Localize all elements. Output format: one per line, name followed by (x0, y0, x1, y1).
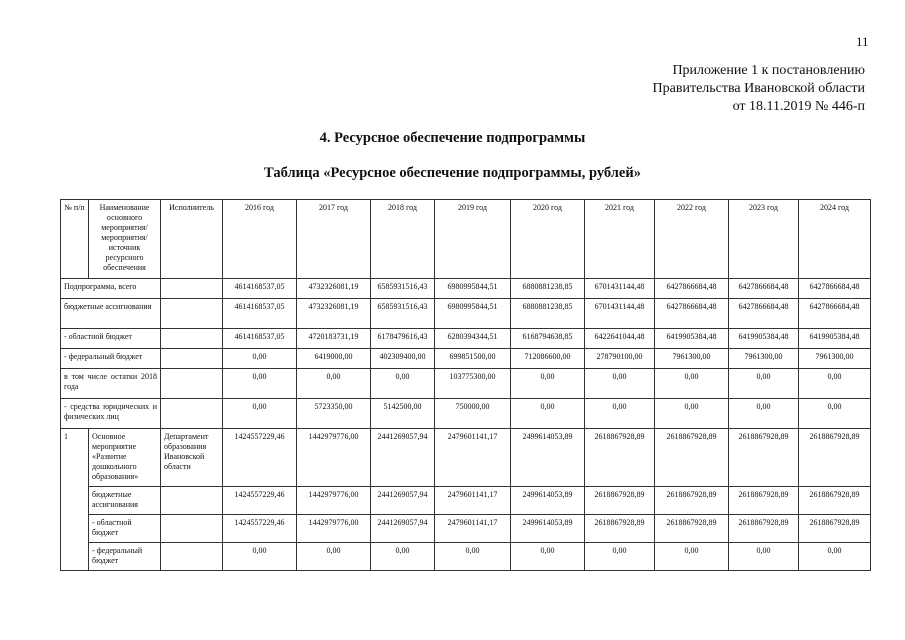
value-cell: 5142500,00 (371, 399, 435, 429)
event-name: Основное мероприятие «Развитие дошкольного образования» (89, 429, 161, 487)
row-label: бюджетные ассигнования (61, 299, 161, 329)
event-row (61, 429, 871, 487)
value-cell: 1424557229,46 (223, 487, 297, 515)
annex-block (653, 62, 865, 116)
value-cell: 2618867928,89 (729, 429, 799, 487)
value-cell: 2479601141,17 (435, 429, 511, 487)
value-cell: 0,00 (799, 543, 871, 571)
value-cell: 2618867928,89 (729, 515, 799, 543)
value-cell: 6280394344,51 (435, 329, 511, 349)
executor-cell (161, 399, 223, 429)
value-cell: 2441269057,94 (371, 515, 435, 543)
value-cell: 0,00 (729, 543, 799, 571)
value-cell: 6980995844,51 (435, 299, 511, 329)
executor-cell (161, 515, 223, 543)
value-cell: 0,00 (435, 543, 511, 571)
executor-cell (161, 299, 223, 329)
value-cell: 0,00 (223, 543, 297, 571)
value-cell: 0,00 (799, 399, 871, 429)
value-cell: 0,00 (297, 369, 371, 399)
table-header-cell: 2021 год (585, 200, 655, 279)
value-cell: 0,00 (223, 349, 297, 369)
value-cell: 7961300,00 (799, 349, 871, 369)
value-cell: 2618867928,89 (729, 487, 799, 515)
value-cell: 0,00 (371, 369, 435, 399)
row-label: - средства юридических и физических лиц (61, 399, 161, 429)
value-cell: 6419905384,48 (729, 329, 799, 349)
table-header-cell: Исполнитель (161, 200, 223, 279)
event-subrow (61, 487, 871, 515)
table-header-cell: Наименование основного мероприятия/ мероприятия/ источник ресурсного обеспечения (89, 200, 161, 279)
table-row (61, 299, 871, 329)
value-cell: 2441269057,94 (371, 487, 435, 515)
table-row (61, 369, 871, 399)
row-label: - федеральный бюджет (89, 543, 161, 571)
value-cell: 0,00 (655, 543, 729, 571)
value-cell: 6701431144,48 (585, 299, 655, 329)
annex-line-3: от 18.11.2019 № 446-п (732, 99, 865, 114)
value-cell: 6980995844,51 (435, 279, 511, 299)
value-cell: 5723350,00 (297, 399, 371, 429)
table-row (61, 349, 871, 369)
value-cell: 2499614053,89 (511, 515, 585, 543)
value-cell: 6880881238,85 (511, 299, 585, 329)
table-row (61, 279, 871, 299)
value-cell: 6427866684,48 (729, 299, 799, 329)
value-cell: 0,00 (223, 399, 297, 429)
annex-line-2: Правительства Ивановской области (652, 81, 865, 96)
value-cell: 6427866684,48 (799, 299, 871, 329)
table-header-cell: 2019 год (435, 200, 511, 279)
value-cell: 0,00 (655, 399, 729, 429)
event-number: 1 (61, 429, 89, 571)
event-subrow (61, 515, 871, 543)
row-label: - областной бюджет (89, 515, 161, 543)
table-header-row (61, 200, 871, 279)
table-header-cell: № п/п (61, 200, 89, 279)
executor-cell (161, 279, 223, 299)
value-cell: 4614168537,05 (223, 279, 297, 299)
value-cell: 0,00 (655, 369, 729, 399)
executor-cell (161, 487, 223, 515)
value-cell: 699851500,00 (435, 349, 511, 369)
value-cell: 4614168537,05 (223, 299, 297, 329)
value-cell: 2441269057,94 (371, 429, 435, 487)
value-cell: 0,00 (585, 399, 655, 429)
value-cell: 6168794638,85 (511, 329, 585, 349)
page-number: 11 (856, 34, 869, 49)
value-cell: 6585931516,43 (371, 299, 435, 329)
event-executor: Департамент образования Ивановской области (161, 429, 223, 487)
table-body (61, 279, 871, 571)
value-cell: 0,00 (585, 369, 655, 399)
value-cell: 1424557229,46 (223, 515, 297, 543)
executor-cell (161, 369, 223, 399)
value-cell: 2499614053,89 (511, 429, 585, 487)
value-cell: 6419000,00 (297, 349, 371, 369)
value-cell: 2499614053,89 (511, 487, 585, 515)
section-title: 4. Ресурсное обеспечение подпрограммы (319, 130, 586, 146)
value-cell: 2618867928,89 (655, 429, 729, 487)
value-cell: 2479601141,17 (435, 515, 511, 543)
value-cell: 0,00 (585, 543, 655, 571)
value-cell: 103775300,00 (435, 369, 511, 399)
value-cell: 2479601141,17 (435, 487, 511, 515)
value-cell: 7961300,00 (655, 349, 729, 369)
value-cell: 6585931516,43 (371, 279, 435, 299)
value-cell: 2618867928,89 (655, 487, 729, 515)
value-cell: 0,00 (729, 399, 799, 429)
value-cell: 4732326081,19 (297, 279, 371, 299)
value-cell: 0,00 (799, 369, 871, 399)
value-cell: 6427866684,48 (655, 279, 729, 299)
value-cell: 1442979776,00 (297, 429, 371, 487)
value-cell: 0,00 (511, 369, 585, 399)
value-cell: 0,00 (371, 543, 435, 571)
value-cell: 6701431144,48 (585, 279, 655, 299)
value-cell: 2618867928,89 (799, 429, 871, 487)
value-cell: 0,00 (297, 543, 371, 571)
row-label: - федеральный бюджет (61, 349, 161, 369)
value-cell: 750000,00 (435, 399, 511, 429)
value-cell: 6178479616,43 (371, 329, 435, 349)
value-cell: 1442979776,00 (297, 487, 371, 515)
value-cell: 1424557229,46 (223, 429, 297, 487)
resource-table (60, 199, 871, 571)
value-cell: 6419905384,48 (799, 329, 871, 349)
value-cell: 0,00 (729, 369, 799, 399)
value-cell: 2618867928,89 (585, 487, 655, 515)
value-cell: 6419905384,48 (655, 329, 729, 349)
value-cell: 6422641044,48 (585, 329, 655, 349)
value-cell: 0,00 (511, 543, 585, 571)
table-header-cell: 2024 год (799, 200, 871, 279)
value-cell: 2618867928,89 (585, 515, 655, 543)
value-cell: 402309400,00 (371, 349, 435, 369)
row-label: Подпрограмма, всего (61, 279, 161, 299)
value-cell: 6427866684,48 (729, 279, 799, 299)
row-label: в том числе остатки 2018 года (61, 369, 161, 399)
executor-cell (161, 543, 223, 571)
value-cell: 2618867928,89 (799, 487, 871, 515)
executor-cell (161, 329, 223, 349)
table-header-cell: 2018 год (371, 200, 435, 279)
annex-line-1: Приложение 1 к постановлению (672, 63, 865, 78)
row-label: - областной бюджет (61, 329, 161, 349)
table-row (61, 329, 871, 349)
value-cell: 4614168537,05 (223, 329, 297, 349)
value-cell: 7961300,00 (729, 349, 799, 369)
row-label: бюджетные ассигнования (89, 487, 161, 515)
event-subrow (61, 543, 871, 571)
value-cell: 2618867928,89 (655, 515, 729, 543)
table-row (61, 399, 871, 429)
value-cell: 0,00 (223, 369, 297, 399)
table-title: Таблица «Ресурсное обеспечение подпрограммы, рублей» (264, 165, 641, 181)
table-header-cell: 2023 год (729, 200, 799, 279)
value-cell: 4732326081,19 (297, 299, 371, 329)
value-cell: 6880881238,85 (511, 279, 585, 299)
value-cell: 278790100,00 (585, 349, 655, 369)
table-header-cell: 2016 год (223, 200, 297, 279)
value-cell: 2618867928,89 (585, 429, 655, 487)
value-cell: 0,00 (511, 399, 585, 429)
value-cell: 2618867928,89 (799, 515, 871, 543)
table-header-cell: 2020 год (511, 200, 585, 279)
value-cell: 712086600,00 (511, 349, 585, 369)
table-header-cell: 2017 год (297, 200, 371, 279)
executor-cell (161, 349, 223, 369)
value-cell: 1442979776,00 (297, 515, 371, 543)
value-cell: 6427866684,48 (799, 279, 871, 299)
value-cell: 6427866684,48 (655, 299, 729, 329)
value-cell: 4720183731,19 (297, 329, 371, 349)
table-header-cell: 2022 год (655, 200, 729, 279)
